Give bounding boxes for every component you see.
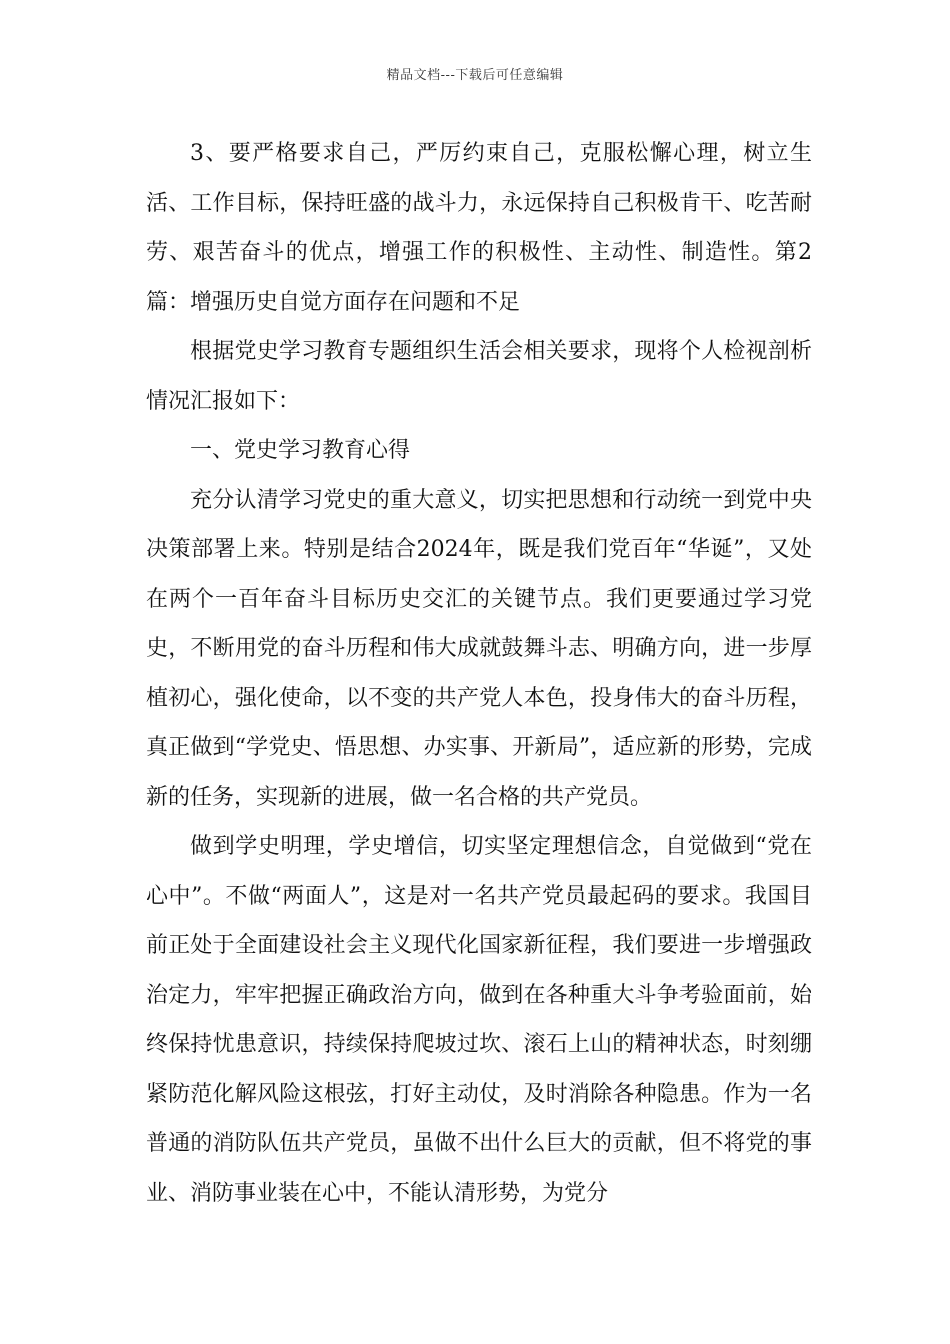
paragraph-1: 3、要严格要求自己，严厉约束自己，克服松懈心理，树立生活、工作目标，保持旺盛的战斗力，永远保持自己积极肯干、吃苦耐劳、艰苦奋斗的优点，增强工作的积极性、主动性、制造性。第2篇：增强历史自觉方面存在问题和不足 <box>146 141 812 315</box>
paragraph-2: 根据党史学习教育专题组织生活会相关要求，现将个人检视剖析情况汇报如下： <box>146 339 812 414</box>
paragraph-3: 充分认清学习党史的重大意义，切实把思想和行动统一到党中央决策部署上来。特别是结合2024年，既是我们党百年“华诞”，又处在两个一百年奋斗目标历史交汇的关键节点。我们更要通过学习党史，不断用党的奋斗历程和伟大成就鼓舞斗志、明确方向，进一步厚植初心，强化使命，以不变的共产党人本色，投身伟大的奋斗历程，真正做到“学党史、悟思想、办实事、开新局”，适应新的形势，完成新的任务，实现新的进展，做一名合格的共产党员。 <box>146 487 813 810</box>
section-heading: 一、党史学习教育心得 <box>190 438 411 463</box>
page-header: 精品文档---下载后可任意编辑 <box>386 68 564 83</box>
document-body <box>146 129 812 1218</box>
paragraph-4: 做到学史明理，学史增信，切实坚定理想信念，自觉做到“党在心中”。不做“两面人”，这是对一名共产党员最起码的要求。我国目前正处于全面建设社会主义现代化国家新征程，我们要进一步增强政治定力，牢牢把握正确政治方向，做到在各种重大斗争考验面前，始终保持忧患意识，持续保持爬坡过坎、滚石上山的精神状态，时刻绷紧防范化解风险这根弦，打好主动仗，及时消除各种隐患。作为一名普通的消防队伍共产党员，虽做不出什么巨大的贡献，但不将党的事业、消防事业装在心中，不能认清形势，为党分 <box>146 834 812 1206</box>
